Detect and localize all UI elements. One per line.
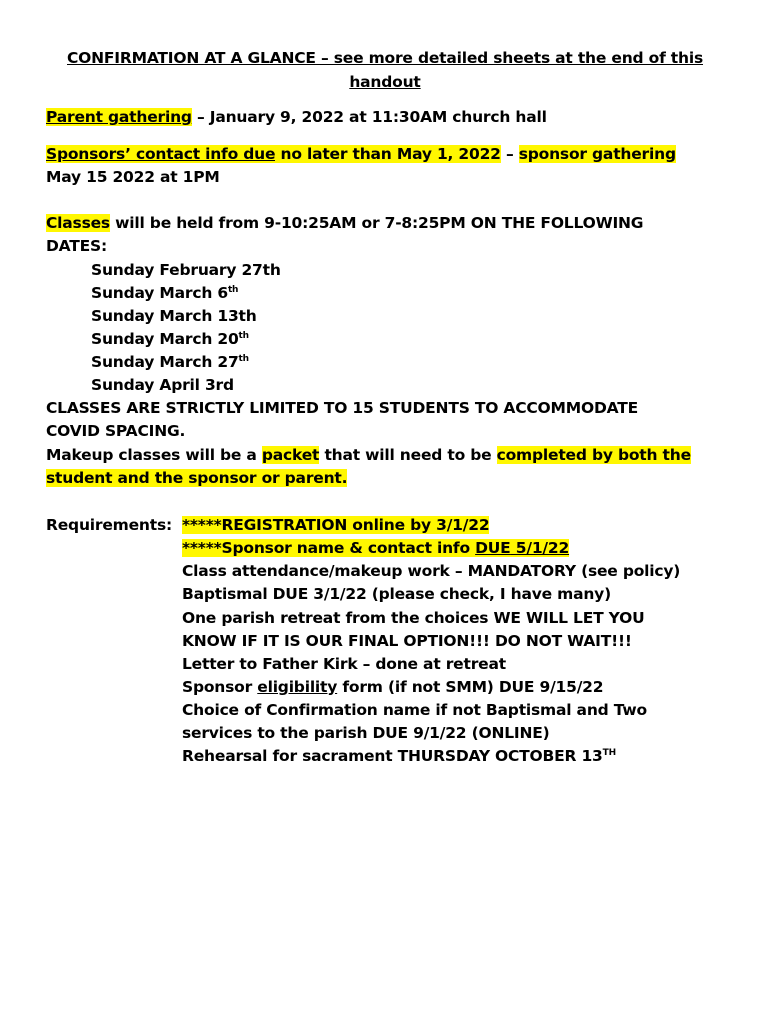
req-choice-line-2: services to the parish DUE 9/1/22 (ONLINE) — [182, 724, 550, 742]
makeup-pre: Makeup classes will be a — [46, 446, 262, 464]
class-date-2: Sunday March 6th — [91, 284, 239, 302]
req-baptismal: Baptismal DUE 3/1/22 (please check, I have many) — [182, 585, 611, 603]
makeup-packet: packet — [261, 446, 320, 464]
limit-line-2: COVID SPACING. — [46, 422, 186, 440]
parent-gathering-text: – January 9, 2022 at 11:30AM church hall — [191, 108, 547, 126]
makeup-line-2 — [46, 468, 347, 488]
req-retreat-line-2: KNOW IF IT IS OUR FINAL OPTION!!! DO NOT WAIT!!! — [182, 632, 632, 650]
req-rehearsal: Rehearsal for sacrament THURSDAY OCTOBER 13TH — [182, 747, 616, 765]
sponsors-line-2: May 15 2022 at 1PM — [46, 168, 220, 186]
limit-line-1: CLASSES ARE STRICTLY LIMITED TO 15 STUDENTS TO ACCOMMODATE — [46, 399, 638, 417]
requirements-label: Requirements: — [46, 516, 172, 534]
sponsors-line-1 — [46, 144, 676, 164]
makeup-mid: that will need to be — [319, 446, 497, 464]
sponsors-deadline: no later than May 1, 2022 — [275, 145, 501, 163]
document-title — [40, 46, 730, 94]
class-date-4: Sunday March 20th — [91, 330, 249, 348]
class-date-6: Sunday April 3rd — [91, 376, 234, 394]
req-attendance: Class attendance/makeup work – MANDATORY (see policy) — [182, 562, 681, 580]
title-line-1: CONFIRMATION AT A GLANCE – see more detailed sheets at the end of this — [67, 49, 703, 67]
sponsors-label: Sponsors’ contact info due — [46, 145, 276, 163]
req-letter: Letter to Father Kirk – done at retreat — [182, 655, 506, 673]
title-line-2: handout — [349, 73, 421, 91]
parent-gathering-label: Parent gathering — [46, 108, 192, 126]
req-sponsor: *****Sponsor name & contact info DUE 5/1/22 — [182, 539, 570, 557]
classes-text: will be held from 9-10:25AM or 7-8:25PM ON THE FOLLOWING — [109, 214, 644, 232]
sponsors-dash: – — [500, 145, 519, 163]
parent-gathering-line — [46, 107, 547, 127]
classes-line-1 — [46, 213, 643, 233]
req-registration: *****REGISTRATION online by 3/1/22 — [182, 516, 490, 534]
makeup-completed: completed by both the — [496, 446, 691, 464]
req-eligibility: Sponsor eligibility form (if not SMM) DUE 9/15/22 — [182, 678, 604, 696]
class-date-5: Sunday March 27th — [91, 353, 249, 371]
classes-label: Classes — [46, 214, 110, 232]
class-date-1: Sunday February 27th — [91, 261, 281, 279]
sponsor-gathering-label: sponsor gathering — [518, 145, 676, 163]
makeup-line-1 — [46, 445, 691, 465]
req-retreat-line-1: One parish retreat from the choices WE WILL LET YOU — [182, 609, 645, 627]
classes-line-2: DATES: — [46, 237, 107, 255]
class-date-3: Sunday March 13th — [91, 307, 257, 325]
makeup-line-2-text: student and the sponsor or parent. — [46, 469, 348, 487]
req-choice-line-1: Choice of Confirmation name if not Baptismal and Two — [182, 701, 647, 719]
